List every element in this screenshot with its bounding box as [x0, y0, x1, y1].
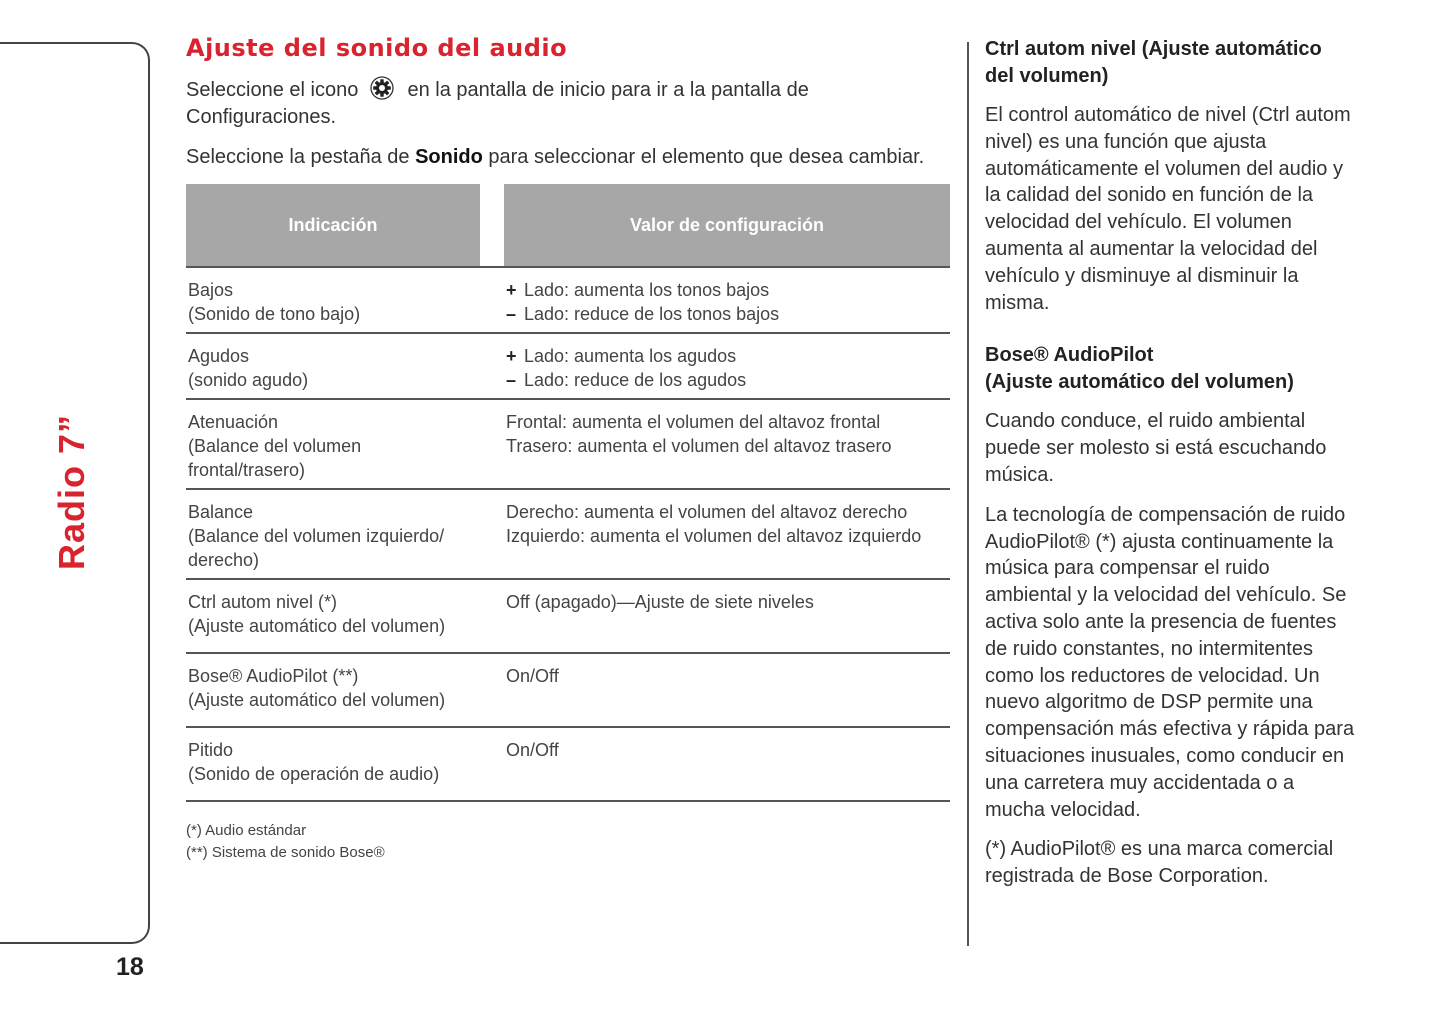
tab-instruction-suffix: para seleccionar el elemento que desea cambiar.	[482, 146, 925, 168]
intro-paragraph	[186, 76, 950, 131]
cell-gap	[480, 267, 504, 333]
row-value	[504, 489, 950, 579]
footnote: (**) Sistema de sonido Bose®	[186, 844, 385, 861]
tab-instruction-prefix: Seleccione la pestaña de	[186, 146, 416, 168]
row-indication	[186, 727, 480, 801]
header-indication: Indicación	[186, 184, 480, 267]
row-indication	[186, 489, 480, 579]
tab-instruction	[186, 144, 950, 171]
value-text: Izquierdo: aumenta el volumen del altavoz izquierdo	[506, 526, 922, 546]
audiopilot-para-2: La tecnología de compensación de ruido AudioPilot® (*) ajusta continuamente la música para compensar el ruido ambiental y la velocidad del vehículo. Se activa solo ante la presencia de fuentes de ruido constantes, no intermitentes como los reductores de velocidad. Un nuevo algoritmo de DSP permite una compensación más efectiva y rápida para situaciones inusuales, como conducir en una carretera muy accidentada o a mucha velocidad.	[985, 503, 1355, 821]
chapter-tab-label: Radio 7”	[51, 413, 92, 571]
indication-desc: (Ajuste automático del volumen)	[188, 690, 446, 710]
value-text: On/Off	[506, 740, 559, 760]
indication-name: Agudos	[188, 346, 250, 366]
indication-desc: (sonido agudo)	[188, 370, 309, 390]
plus-sign: +	[506, 280, 517, 300]
footnote: (*) Audio estándar	[186, 822, 307, 839]
cell-gap	[480, 399, 504, 489]
intro-text-2: en la pantalla de inicio para ir a la pantalla de Configuraciones.	[186, 79, 809, 128]
ctrl-autom-nivel-body: El control automático de nivel (Ctrl autom nivel) es una función que ajusta automáticamente el volumen del audio y la calidad del sonido en función de la velocidad del vehículo. El volumen aumenta al aumentar la velocidad del vehículo y disminuye al disminuir la misma.	[985, 104, 1351, 314]
row-indication	[186, 399, 480, 489]
gear-icon	[370, 76, 394, 100]
audiopilot-para-1: Cuando conduce, el ruido ambiental puede ser molesto si está escuchando música.	[985, 410, 1327, 486]
indication-desc: (Sonido de operación de audio)	[188, 764, 440, 784]
ctrl-autom-nivel-heading: Ctrl autom nivel (Ajuste automático del volumen)	[985, 38, 1322, 87]
row-indication	[186, 333, 480, 399]
intro-text-1: Seleccione el icono	[186, 79, 359, 101]
row-value	[504, 333, 950, 399]
table-row	[186, 489, 950, 579]
plus-sign: +	[506, 346, 517, 366]
section-title: Ajuste del sonido del audio	[186, 34, 568, 62]
indication-desc: (Ajuste automático del volumen)	[188, 616, 446, 636]
value-text: Lado: aumenta los tonos bajos	[524, 280, 770, 300]
table-header-row	[186, 184, 950, 267]
page-number: 18	[116, 953, 144, 981]
audiopilot-trademark-note: (*) AudioPilot® es una marca comercial registrada de Bose Corporation.	[985, 838, 1334, 888]
indication-name: Pitido	[188, 740, 234, 760]
main-column	[186, 34, 950, 864]
value-text: On/Off	[506, 666, 559, 686]
table-row	[186, 267, 950, 333]
indication-desc: (Sonido de tono bajo)	[188, 304, 361, 324]
row-value	[504, 399, 950, 489]
indication-name: Atenuación	[188, 412, 279, 432]
value-text: Lado: aumenta los agudos	[524, 346, 737, 366]
indication-desc: (Balance del volumen izquierdo/	[188, 526, 445, 546]
table-footnotes	[186, 820, 950, 864]
header-gap	[480, 184, 504, 267]
row-indication	[186, 579, 480, 653]
value-text: Off (apagado)—Ajuste de siete niveles	[506, 592, 814, 612]
minus-sign: –	[506, 370, 517, 390]
value-text: Frontal: aumenta el volumen del altavoz frontal	[506, 412, 881, 432]
sound-settings-table	[186, 184, 950, 802]
indication-name: Bose® AudioPilot (**)	[188, 666, 359, 686]
table-row	[186, 333, 950, 399]
side-column	[985, 36, 1355, 903]
indication-desc: (Balance del volumen frontal/trasero)	[188, 436, 362, 480]
row-value	[504, 267, 950, 333]
indication-name: Bajos	[188, 280, 234, 300]
table-row	[186, 579, 950, 653]
indication-name: Ctrl autom nivel (*)	[188, 592, 338, 612]
cell-gap	[480, 727, 504, 801]
row-value	[504, 579, 950, 653]
value-text: Lado: reduce de los agudos	[524, 370, 747, 390]
indication-name: Balance	[188, 502, 254, 522]
minus-sign: –	[506, 304, 517, 324]
sound-tab-name: Sonido	[415, 146, 483, 168]
row-value	[504, 727, 950, 801]
audiopilot-heading	[985, 342, 1355, 396]
row-value	[504, 653, 950, 727]
cell-gap	[480, 333, 504, 399]
table-row	[186, 653, 950, 727]
header-value: Valor de configuración	[504, 184, 950, 267]
audiopilot-heading-line2: (Ajuste automático del volumen)	[985, 371, 1294, 394]
value-text: Lado: reduce de los tonos bajos	[524, 304, 780, 324]
cell-gap	[480, 579, 504, 653]
cell-gap	[480, 653, 504, 727]
audiopilot-heading-line1: Bose® AudioPilot	[985, 344, 1154, 367]
cell-gap	[480, 489, 504, 579]
column-divider	[967, 42, 969, 946]
value-text: Derecho: aumenta el volumen del altavoz derecho	[506, 502, 908, 522]
table-row	[186, 399, 950, 489]
value-text: Trasero: aumenta el volumen del altavoz trasero	[506, 436, 892, 456]
row-indication	[186, 653, 480, 727]
row-indication	[186, 267, 480, 333]
table-row	[186, 727, 950, 801]
indication-desc: derecho)	[188, 550, 260, 570]
